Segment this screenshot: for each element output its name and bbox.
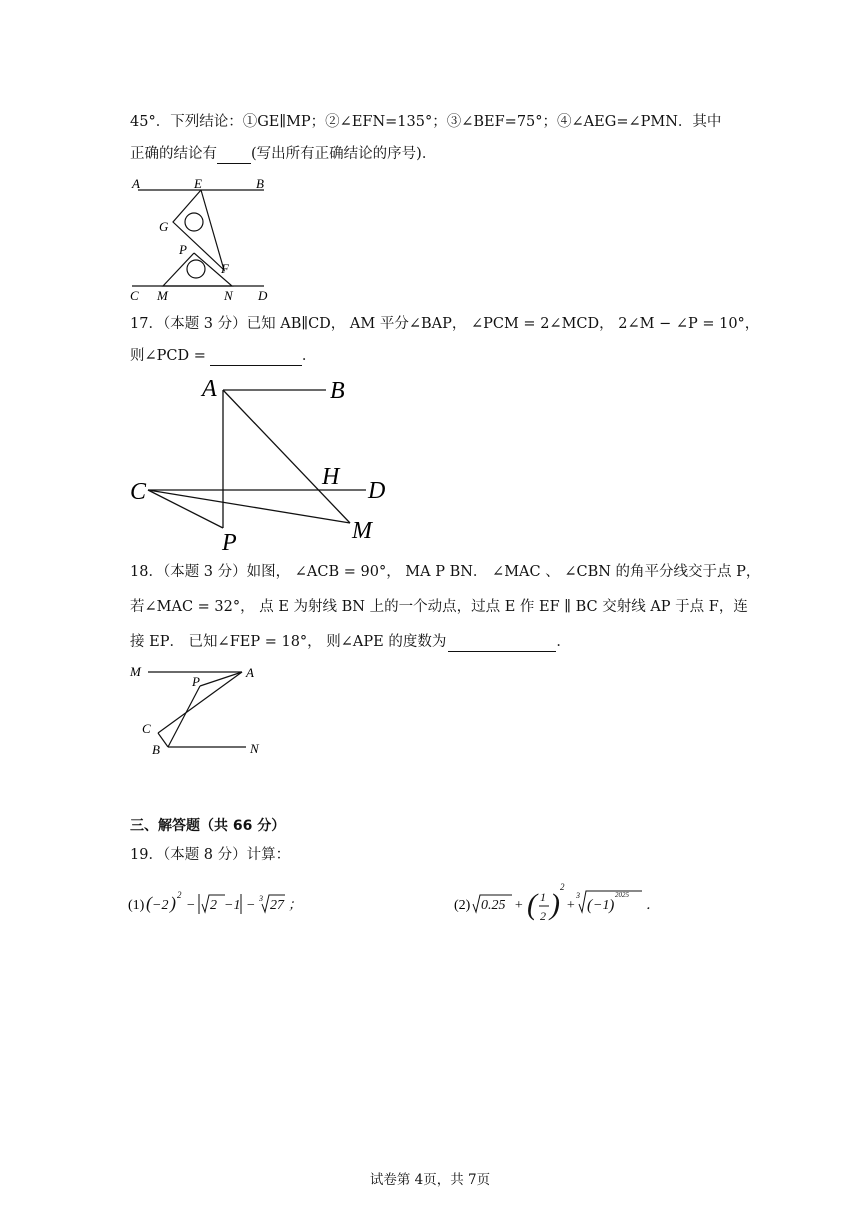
svg-text:3: 3 [259,894,263,903]
q18-line-1: 18．（本题 3 分）如图， ∠ACB = 90°， MA P BN． ∠MAC 、 ∠CBN 的角平分线交于点 P， [130,564,761,580]
q17-figure [128,370,398,556]
q16-label-B: B [256,176,264,191]
svg-text:−1: −1 [593,898,610,913]
svg-text:；: ； [288,898,302,913]
q18-label-P: P [192,674,200,689]
q18-label-C: C [142,721,151,736]
q17-label-H: H [322,464,340,490]
svg-text:2: 2 [540,909,546,923]
page-footer: 试卷第 4页，共 7页 [369,1172,491,1188]
q17-label-M: M [352,518,372,544]
svg-text:+: + [566,898,576,913]
svg-text:2: 2 [177,890,182,900]
q18-label-M: M [130,664,141,679]
q18-line-3 [130,632,571,652]
q17-line-1: 17．（本题 3 分）已知 AB∥CD， AM 平分∠BAP， ∠PCM = 2∠MCD， 2∠M − ∠P = 10°， [130,316,760,332]
q19-part-2-label: (2) [454,898,471,913]
svg-text:−2: −2 [152,898,169,913]
svg-text:(: ( [146,893,152,913]
svg-text:(: ( [527,888,537,921]
svg-text:): ) [550,888,560,921]
q16-line-2-suffix: (写出所有正确结论的序号)． [251,146,437,162]
q17-line-2-end: ． [301,348,317,364]
q16-line-2-prefix: 正确的结论有 [130,146,217,162]
q18-label-A: A [246,665,254,680]
svg-text:−: − [186,898,196,913]
q19-part-1-label: (1) [128,898,145,913]
q16-label-N: N [224,288,233,303]
q16-line-1: 45°．下列结论：①GE∥MP；②∠EFN=135°；③∠BEF=75°；④∠AEG=∠PMN．其中 [130,114,722,130]
svg-text:−: − [246,898,256,913]
svg-text:1: 1 [540,890,546,904]
q19-part-2-expression [454,876,660,932]
svg-text:+: + [514,898,524,913]
svg-text:2025: 2025 [615,891,629,899]
svg-text:2: 2 [210,898,217,913]
q17-label-C: C [130,479,147,505]
svg-text:27: 27 [270,898,284,913]
q17-label-A: A [202,376,217,402]
q19-intro: 19．（本题 8 分）计算： [130,847,291,863]
q16-label-F: F [221,261,229,276]
svg-text:): ) [170,893,176,913]
q17-line-2-prefix: 则∠PCD = [130,348,206,364]
q16-label-C: C [130,288,139,303]
q16-label-P: P [179,242,187,257]
q17-line-2 [130,346,316,366]
q17-label-P: P [222,530,237,556]
q17-label-D: D [368,478,386,504]
svg-text:．: ． [646,898,660,913]
svg-text:−1: −1 [224,898,241,913]
svg-text:): ) [609,897,615,914]
svg-text:(: ( [587,897,593,914]
svg-text:2: 2 [560,882,565,892]
q16-figure [128,172,276,304]
q16-line-2 [130,144,436,164]
q18-label-B: B [152,742,160,757]
q17-label-B: B [330,378,345,404]
svg-text:0.25: 0.25 [481,898,506,913]
q16-label-E: E [194,176,202,191]
q18-line-2: 若∠MAC = 32°， 点 E 为射线 BN 上的一个动点，过点 E 作 EF ∥ BC 交射线 AP 于点 F，连 [130,599,748,615]
q16-label-G: G [159,219,169,234]
q18-line-3-end: ． [556,634,571,650]
q17-answer-blank[interactable] [210,349,302,366]
q16-answer-blank[interactable] [217,147,251,164]
q16-label-M: M [157,288,168,303]
q16-label-A: A [132,176,140,191]
section-3-title: 三、解答题（共 66 分） [130,818,286,834]
q18-figure [128,660,268,760]
q18-answer-blank[interactable] [448,635,556,652]
q16-label-D: D [258,288,268,303]
q18-line-3-prefix: 接 EP． 已知∠FEP = 18°， 则∠APE 的度数为 [130,634,447,650]
q18-label-N: N [250,741,259,756]
svg-text:3: 3 [576,891,580,900]
q19-part-1-expression [128,884,302,924]
